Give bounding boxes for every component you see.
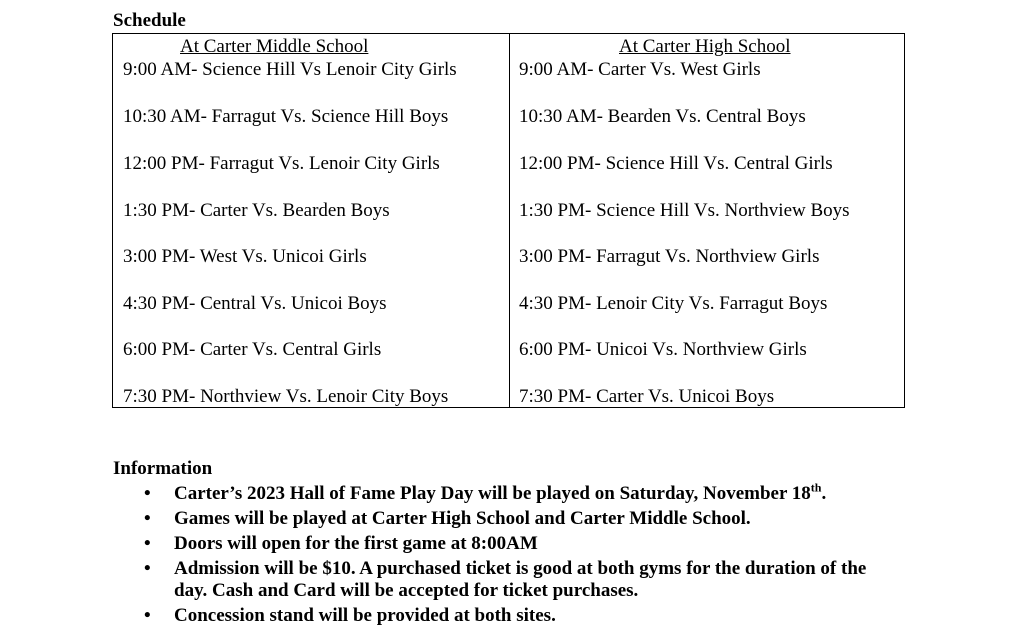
list-item — [0, 605, 886, 627]
game-entry: 10:30 AM- Bearden Vs. Central Boys — [519, 106, 806, 127]
bullet-icon: • — [144, 558, 151, 579]
game-entry: 1:30 PM- Science Hill Vs. Northview Boys — [519, 200, 850, 221]
list-item — [0, 480, 886, 505]
list-item — [0, 508, 886, 530]
game-entry: 12:00 PM- Farragut Vs. Lenoir City Girls — [123, 153, 440, 174]
game-entry: 10:30 AM- Farragut Vs. Science Hill Boys — [123, 106, 449, 127]
list-item — [0, 533, 886, 555]
game-entry: 3:00 PM- Farragut Vs. Northview Girls — [519, 246, 820, 267]
high-school-header: At Carter High School — [619, 36, 791, 57]
ordinal-suffix: th — [810, 480, 822, 495]
game-entry: 1:30 PM- Carter Vs. Bearden Boys — [123, 200, 390, 221]
game-entry: 6:00 PM- Carter Vs. Central Girls — [123, 339, 382, 360]
game-entry: 4:30 PM- Central Vs. Unicoi Boys — [123, 293, 387, 314]
schedule-table — [112, 33, 905, 408]
schedule-heading: Schedule — [113, 10, 186, 31]
game-entry: 7:30 PM- Carter Vs. Unicoi Boys — [519, 386, 775, 407]
game-entry: 3:00 PM- West Vs. Unicoi Girls — [123, 246, 367, 267]
game-entry: 12:00 PM- Science Hill Vs. Central Girls — [519, 153, 833, 174]
game-entry: 9:00 AM- Carter Vs. West Girls — [519, 59, 761, 80]
info-text-end: . — [821, 483, 827, 504]
info-text: Games will be played at Carter High School and Carter Middle School. — [174, 508, 751, 529]
bullet-icon: • — [144, 508, 151, 529]
info-text: Admission will be $10. A purchased ticket is good at both gyms for the duration of the day. Cash and Card will be accepted for ticket purchases. — [174, 558, 867, 601]
information-list — [0, 480, 886, 630]
information-heading: Information — [113, 458, 213, 479]
info-text: Carter’s 2023 Hall of Fame Play Day will be played on Saturday, November 18 — [174, 483, 811, 504]
game-entry: 6:00 PM- Unicoi Vs. Northview Girls — [519, 339, 807, 360]
bullet-icon: • — [144, 533, 151, 554]
bullet-icon: • — [144, 483, 151, 504]
column-divider — [509, 34, 510, 407]
game-entry: 7:30 PM- Northview Vs. Lenoir City Boys — [123, 386, 449, 407]
bullet-icon: • — [144, 605, 151, 626]
middle-school-header: At Carter Middle School — [180, 36, 369, 57]
list-item — [0, 558, 886, 602]
game-entry: 9:00 AM- Science Hill Vs Lenoir City Girls — [123, 59, 457, 80]
info-text: Concession stand will be provided at both sites. — [174, 605, 556, 626]
game-entry: 4:30 PM- Lenoir City Vs. Farragut Boys — [519, 293, 828, 314]
info-text: Doors will open for the first game at 8:00AM — [174, 533, 538, 554]
